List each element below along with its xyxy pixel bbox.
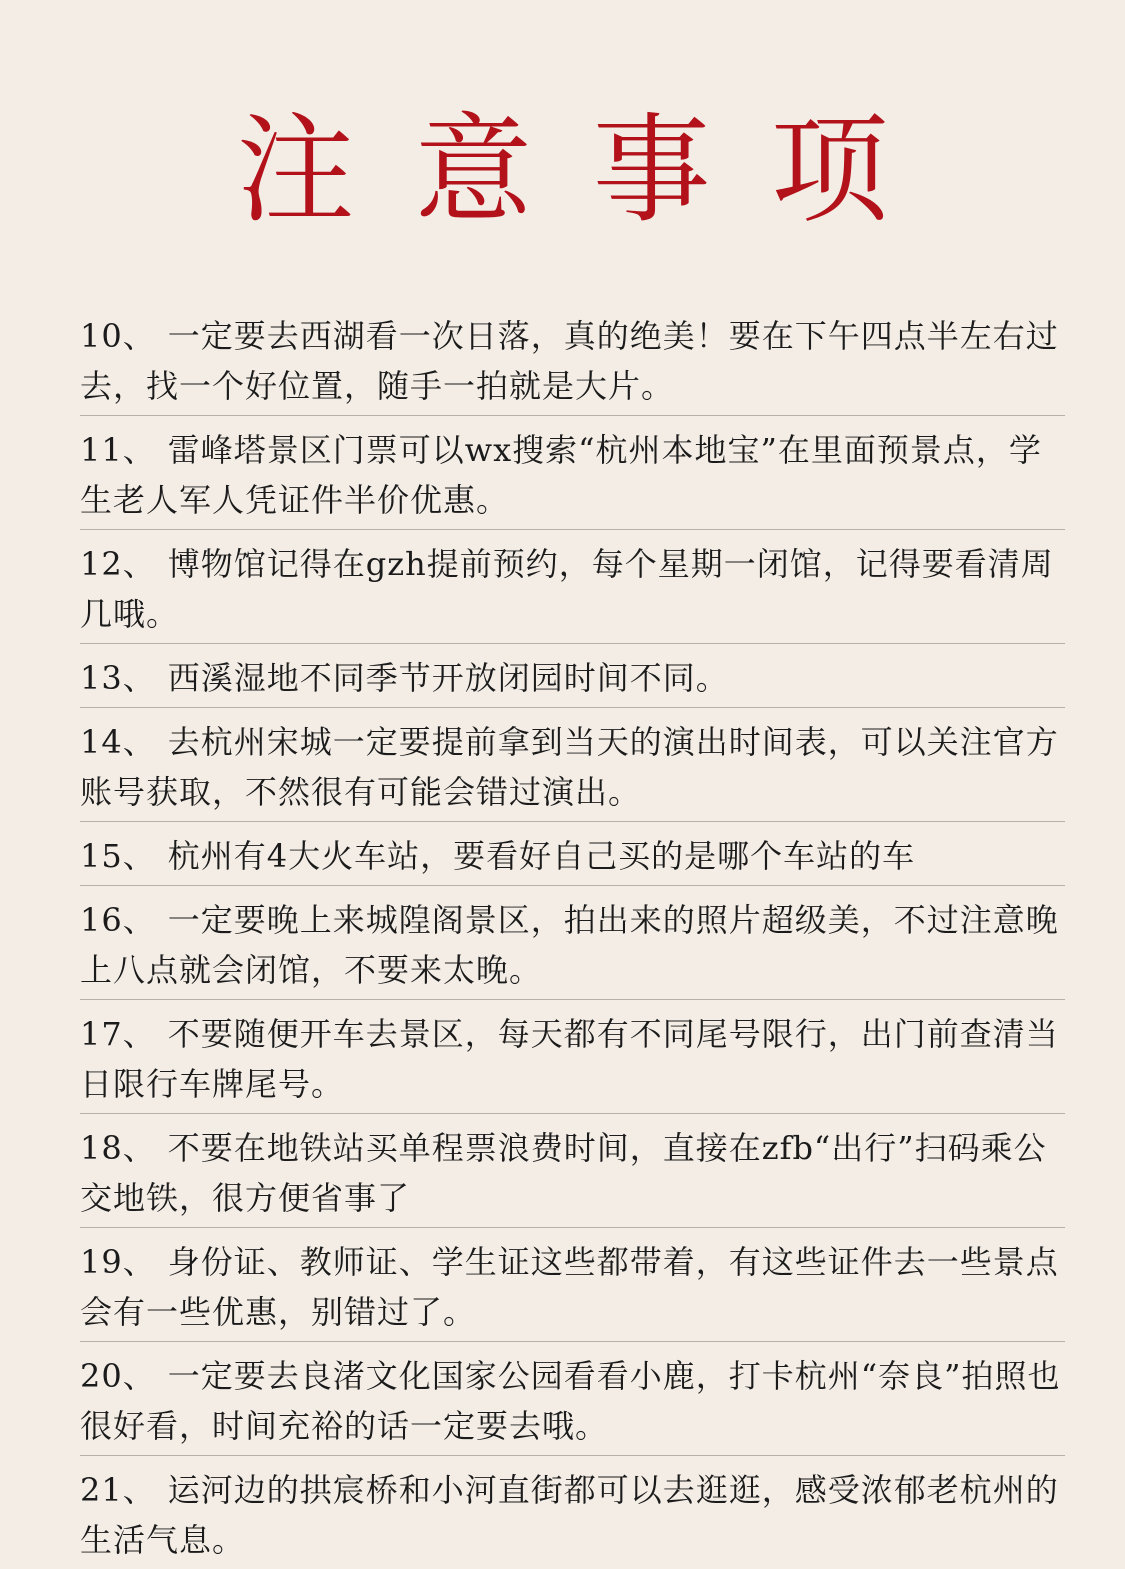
item-text: 博物馆记得在gzh提前预约，每个星期一闭馆，记得要看清周几哦。	[80, 545, 1054, 633]
item-number: 16、	[80, 901, 156, 939]
list-item	[80, 416, 1065, 530]
list-item	[80, 1456, 1065, 1569]
item-text: 去杭州宋城一定要提前拿到当天的演出时间表，可以关注官方账号获取，不然很有可能会错过演出。	[80, 723, 1059, 811]
list-item	[80, 1342, 1065, 1456]
list-item	[80, 302, 1065, 416]
item-text: 不要在地铁站买单程票浪费时间，直接在zfb“出行”扫码乘公交地铁，很方便省事了	[80, 1129, 1047, 1217]
item-text: 一定要去西湖看一次日落，真的绝美！要在下午四点半左右过去，找一个好位置，随手一拍就是大片。	[80, 317, 1059, 405]
item-number: 12、	[80, 545, 156, 583]
tips-list	[80, 302, 1065, 1569]
item-number: 21、	[80, 1471, 156, 1509]
list-item	[80, 822, 1065, 886]
item-number: 20、	[80, 1357, 156, 1395]
item-number: 14、	[80, 723, 156, 761]
list-item	[80, 530, 1065, 644]
item-text: 不要随便开车去景区，每天都有不同尾号限行，出门前查清当日限行车牌尾号。	[80, 1015, 1059, 1103]
item-number: 10、	[80, 317, 156, 355]
list-item	[80, 1000, 1065, 1114]
item-text: 一定要去良渚文化国家公园看看小鹿，打卡杭州“奈良”拍照也很好看，时间充裕的话一定要去哦。	[80, 1357, 1061, 1445]
item-text: 西溪湿地不同季节开放闭园时间不同。	[167, 659, 729, 697]
list-item	[80, 644, 1065, 708]
list-item	[80, 1228, 1065, 1342]
list-item	[80, 708, 1065, 822]
item-text: 运河边的拱宸桥和小河直街都可以去逛逛，感受浓郁老杭州的生活气息。	[80, 1471, 1059, 1559]
item-number: 18、	[80, 1129, 156, 1167]
list-item	[80, 1114, 1065, 1228]
item-text: 雷峰塔景区门票可以wx搜索“杭州本地宝”在里面预景点，学生老人军人凭证件半价优惠。	[80, 431, 1042, 519]
item-number: 11、	[80, 431, 156, 469]
list-item	[80, 886, 1065, 1000]
item-number: 13、	[80, 659, 156, 697]
item-number: 17、	[80, 1015, 156, 1053]
item-text: 一定要晚上来城隍阁景区，拍出来的照片超级美，不过注意晚上八点就会闭馆，不要来太晚。	[80, 901, 1059, 989]
item-number: 15、	[80, 837, 156, 875]
item-text: 杭州有4大火车站，要看好自己买的是哪个车站的车	[167, 837, 916, 875]
item-text: 身份证、教师证、学生证这些都带着，有这些证件去一些景点会有一些优惠，别错过了。	[80, 1243, 1059, 1331]
page-title: 注意事项	[236, 101, 949, 239]
item-number: 19、	[80, 1243, 156, 1281]
